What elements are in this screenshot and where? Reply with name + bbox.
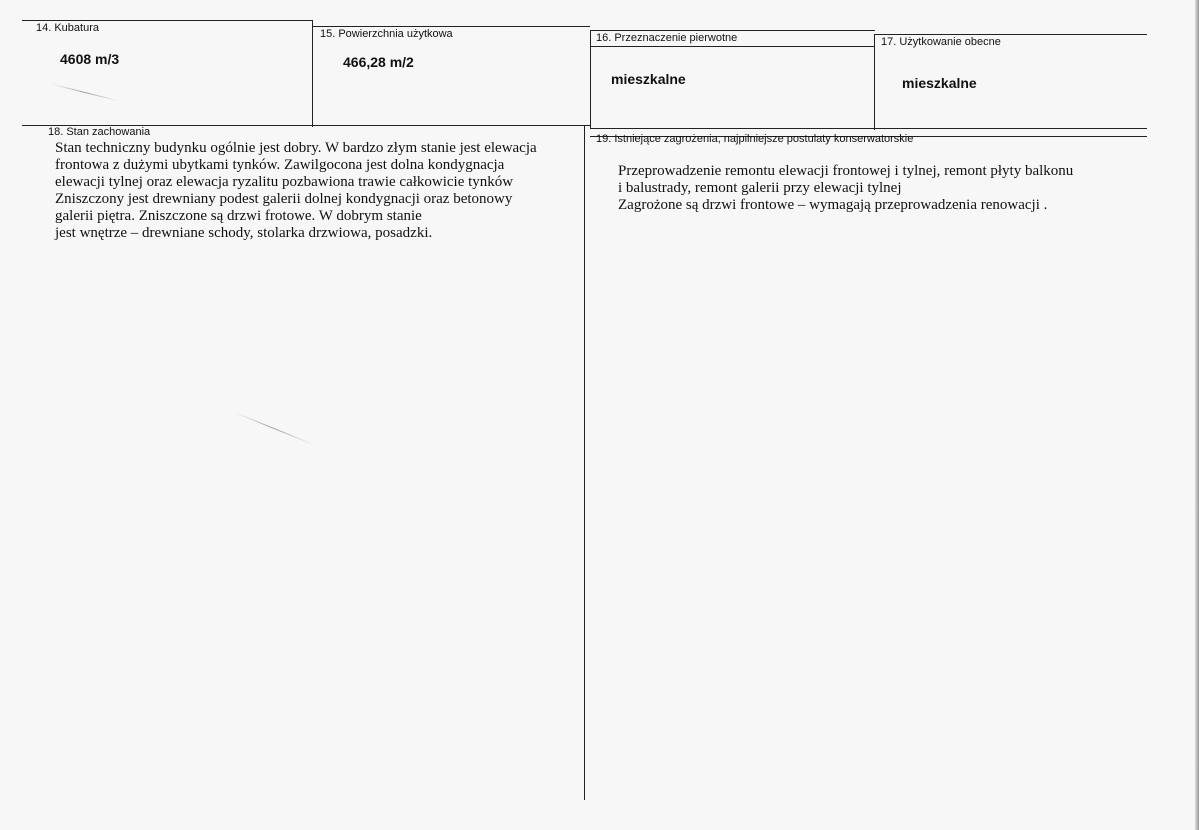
uzytkowanie-label: 17. Użytkowanie obecne xyxy=(881,36,1001,48)
zagrozenia-line: Zagrożone są drzwi frontowe – wymagają przeprowadzenia renowacji . xyxy=(618,197,1048,213)
uzytkowanie-value: mieszkalne xyxy=(902,75,977,91)
main-divider xyxy=(584,126,585,800)
powierzchnia-value: 466,28 m/2 xyxy=(343,54,414,70)
kubatura-label: 14. Kubatura xyxy=(36,22,99,34)
powierzchnia-label: 15. Powierzchnia użytkowa xyxy=(320,28,453,40)
header-inner-line xyxy=(591,46,874,47)
stan-zachowania-label: 18. Stan zachowania xyxy=(48,126,151,138)
top-border-line xyxy=(22,20,312,21)
przeznaczenie-value: mieszkalne xyxy=(611,71,686,87)
header-bottom-line xyxy=(590,128,1147,129)
top-border-line xyxy=(312,26,590,27)
stan-line: elewacji tylnej oraz elewacja ryzalitu pozbawiona trawie całkowicie tynków xyxy=(55,174,514,190)
header-divider xyxy=(590,30,591,128)
scan-artifact xyxy=(51,84,119,102)
top-border-line xyxy=(875,34,1147,35)
stan-line: frontowa z dużymi ubytkami tynków. Zawilgocona jest dolna kondygnacja xyxy=(55,157,505,173)
zagrozenia-label: 19. Istniejące zagrożenia, najpilniejsze postulaty konserwatorskie xyxy=(596,133,914,145)
stan-line: Stan techniczny budynku ogólnie jest dobry. W bardzo złym stanie jest elewacja xyxy=(55,140,537,156)
header-divider xyxy=(874,34,875,130)
top-border-line xyxy=(590,30,875,31)
stan-line: galerii piętra. Zniszczone są drzwi frotowe. W dobrym stanie xyxy=(55,208,422,224)
przeznaczenie-label: 16. Przeznaczenie pierwotne xyxy=(596,32,738,44)
scan-artifact xyxy=(235,412,313,444)
zagrozenia-text xyxy=(618,163,1138,214)
page-edge xyxy=(1195,0,1199,830)
stan-line: Zniszczony jest drewniany podest galerii dolnej kondygnacji oraz betonowy xyxy=(55,191,513,207)
header-divider xyxy=(312,20,313,127)
zagrozenia-line: i balustrady, remont galerii przy elewacji tylnej xyxy=(618,180,902,196)
stan-line: jest wnętrze – drewniane schody, stolarka drzwiowa, posadzki. xyxy=(55,225,433,241)
kubatura-value: 4608 m/3 xyxy=(60,51,120,67)
zagrozenia-line: Przeprowadzenie remontu elewacji frontowej i tylnej, remont płyty balkonu xyxy=(618,163,1074,179)
stan-zachowania-text xyxy=(55,140,580,242)
